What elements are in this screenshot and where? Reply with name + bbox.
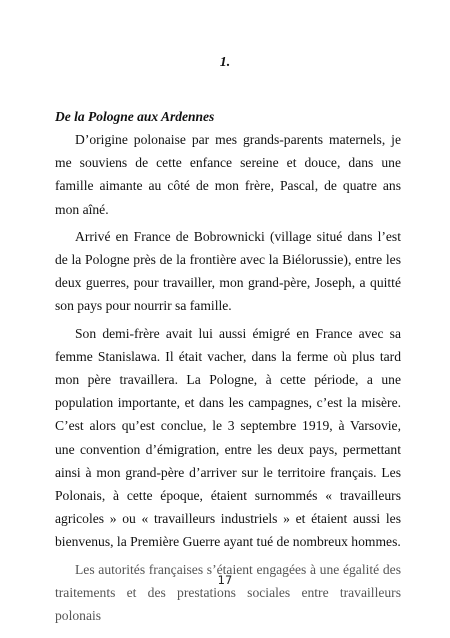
page-number: 17 [217,573,233,587]
chapter-number: 1. [219,55,231,70]
section-title: De la Pologne aux Ardennes [55,109,215,124]
body-text [55,128,401,631]
paragraph-4: Les autorités françaises s’étaient engagées à une égalité des traitements et des prestations sociales entre travailleurs polonais [55,561,401,624]
paragraph-2: Arrivé en France de Bobrownicki (village situé dans l’est de la Pologne près de la frontière avec la Biélorussie), entre les deux guerres, pour travailler, mon grand-père, Joseph, a quitté son pays pour nourrir sa famille. [55,228,401,314]
paragraph-3: Son demi-frère avait lui aussi émigré en France avec sa femme Stanislawa. Il était vacher, dans la ferme où plus tard mon père travaillera. La Pologne, à cette période, a une population importante, et dans les campagnes, c’est la misère. C’est alors qu’est conclue, le 3 septembre 1919, à Varsovie, une convention d’émigration, entre les deux pays, permettant ainsi à mon grand-père d’arriver sur le territoire français. Les Polonais, à cette époque, étaient surnommés « travailleurs agricoles » ou « travailleurs industriels » et étaient aussi les bienvenus, la Première Guerre ayant tué de nombreux hommes. [55,325,401,550]
paragraph-1: D’origine polonaise par mes grands-parents maternels, je me souviens de cette enfance sereine et douce, dans une famille aimante au côté de mon frère, Pascal, de quatre ans mon aîné. [55,132,401,217]
